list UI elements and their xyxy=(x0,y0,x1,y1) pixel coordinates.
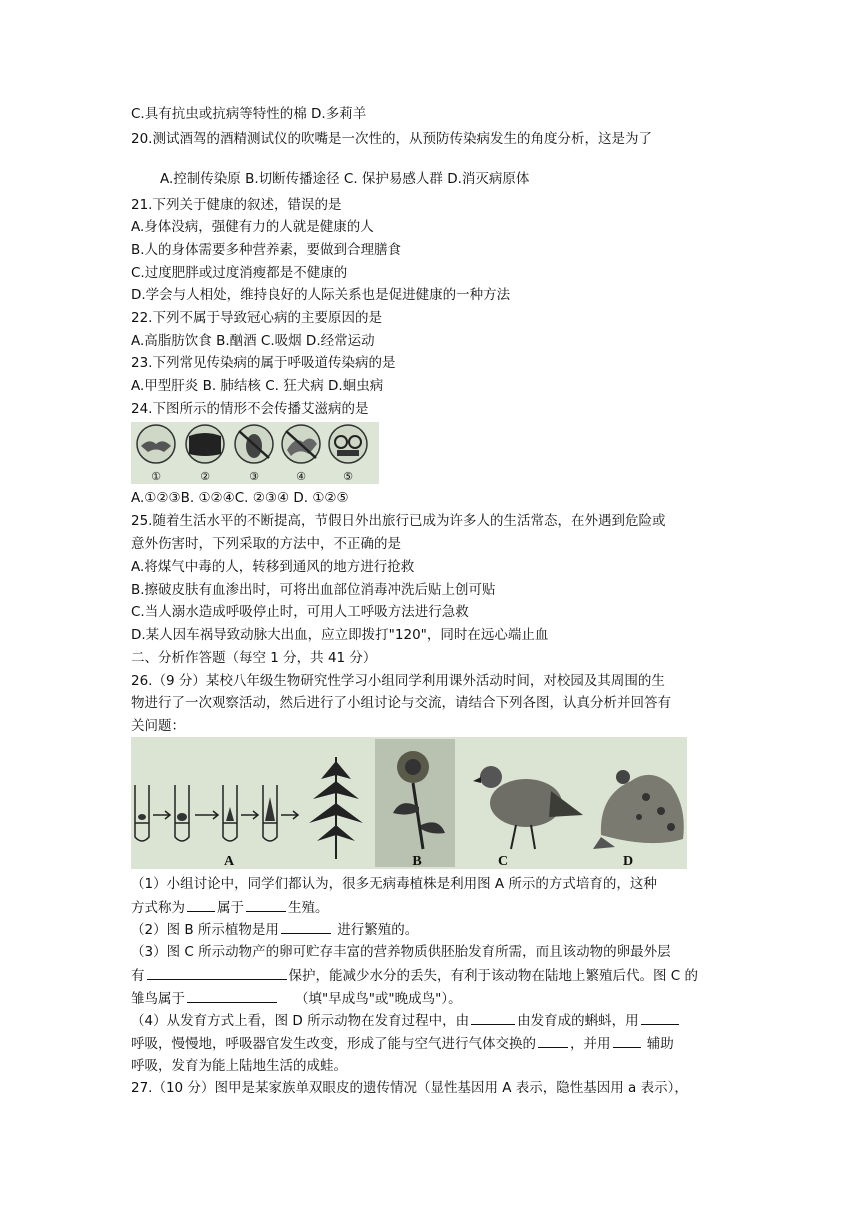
q26-part3-line1: （3）图 C 所示动物产的卵可贮存丰富的营养物质供胚胎发育所需，而且该动物的卵最外层 xyxy=(131,944,671,960)
answer-blank[interactable] xyxy=(641,1010,679,1025)
q23-options: A.甲型肝炎 B. 肺结核 C. 狂犬病 D.蛔虫病 xyxy=(131,378,384,394)
fig26-label-b: B xyxy=(412,854,422,869)
q22-options: A.高脂肪饮食 B.酗酒 C.吸烟 D.经常运动 xyxy=(131,333,375,349)
p2-text-1: （2）图 B 所示植物是用 xyxy=(131,922,279,938)
q26-part3-line3 xyxy=(131,988,462,1009)
fig24-label-1: ① xyxy=(151,470,161,483)
answer-blank[interactable] xyxy=(281,919,331,934)
q27-stem: 27.（10 分）图甲是某家族单双眼皮的遗传情况（显性基因用 A 表示，隐性基因用 a 表示）， xyxy=(131,1080,688,1096)
q21-option-b: B.人的身体需要多种营养素，要做到合理膳食 xyxy=(131,242,402,258)
q23-stem: 23.下列常见传染病的属于呼吸道传染病的是 xyxy=(131,355,396,371)
q24-figure xyxy=(131,422,379,484)
answer-blank[interactable] xyxy=(613,1033,641,1048)
fig24-label-4: ④ xyxy=(296,470,306,483)
q25-option-c: C.当人溺水造成呼吸停止时，可用人工呼吸方法进行急救 xyxy=(131,604,469,620)
q26-stem-3: 关问题： xyxy=(131,718,185,734)
q21-option-d: D.学会与人相处，维持良好的人际关系也是促进健康的一种方法 xyxy=(131,287,511,303)
q25-option-b: B.擦破皮肤有血渗出时，可将出血部位消毒冲洗后贴上创可贴 xyxy=(131,582,496,598)
q25-stem-2: 意外伤害时，下列采取的方法中，不正确的是 xyxy=(131,536,401,552)
q26-part2 xyxy=(131,919,418,940)
p2-text-2: 进行繁殖的。 xyxy=(332,922,419,938)
answer-blank[interactable] xyxy=(187,988,277,1003)
p4-text-2: 由发育成的蝌蚪，用 xyxy=(517,1013,639,1029)
q26-stem-2: 物进行了一次观察活动，然后进行了小组讨论与交流，请结合下列各图，认真分析并回答有 xyxy=(131,695,671,711)
p1-text-1: 方式称为 xyxy=(131,900,185,916)
q24-figure-drawing xyxy=(131,422,379,484)
q25-option-a: A.将煤气中毒的人，转移到通风的地方进行抢救 xyxy=(131,559,415,575)
q25-option-d: D.某人因车祸导致动脉大出血，应立即拨打"120"，同时在远心端止血 xyxy=(131,627,549,643)
p3-text-1: 有 xyxy=(131,968,145,984)
q26-part3-line2 xyxy=(131,965,698,986)
p4-text-3: 呼吸，慢慢地，呼吸器官发生改变，形成了能与空气进行气体交换的 xyxy=(131,1036,536,1052)
q26-part1-line2 xyxy=(131,897,329,918)
pillow-icon xyxy=(186,425,224,463)
hands-icon xyxy=(282,425,320,463)
handshake-icon xyxy=(137,425,175,463)
fig26-label-c: C xyxy=(497,854,509,869)
q26-stem-1: 26.（9 分）某校八年级生物研究性学习小组同学利用课外活动时间，对校园及其周围的生 xyxy=(131,673,665,689)
answer-blank[interactable] xyxy=(147,965,287,980)
fig26-label-a: A xyxy=(223,854,235,869)
fig24-label-3: ③ xyxy=(249,470,259,483)
q22-stem: 22.下列不属于导致冠心病的主要原因的是 xyxy=(131,310,382,326)
fig24-label-5: ⑤ xyxy=(343,470,353,483)
p4-text-1: （4）从发育方式上看，图 D 所示动物在发育过程中，由 xyxy=(131,1013,470,1029)
q20-options: A.控制传染原 B.切断传播途径 C. 保护易感人群 D.消灭病原体 xyxy=(160,171,530,187)
q24-options: A.①②③B. ①②④C. ②③④ D. ①②⑤ xyxy=(131,490,349,506)
p3-text-2: 保护，能减少水分的丢失，有利于该动物在陆地上繁殖后代。图 C 的 xyxy=(288,968,699,984)
answer-blank[interactable] xyxy=(246,897,286,912)
q26-figure-drawing xyxy=(131,737,687,869)
toilet-icon xyxy=(329,425,367,463)
q19-option-c: C.具有抗虫或抗病等特性的棉 D.多莉羊 xyxy=(131,106,367,122)
fig24-label-2: ② xyxy=(200,470,210,483)
p1-text-3: 生殖。 xyxy=(288,900,329,916)
q26-part4-line3: 呼吸，发育为能上陆地生活的成蛙。 xyxy=(131,1058,347,1074)
q21-stem: 21.下列关于健康的叙述，错误的是 xyxy=(131,197,342,213)
p4-text-5: 辅助 xyxy=(642,1036,674,1052)
q20-stem: 20.测试酒驾的酒精测试仪的吹嘴是一次性的，从预防传染病发生的角度分析，这是为了 xyxy=(131,131,652,147)
q25-stem-1: 25.随着生活水平的不断提高，节假日外出旅行已成为许多人的生活常态，在外遇到危险或 xyxy=(131,513,666,529)
p3-text-3: 雏鸟属于 xyxy=(131,991,185,1007)
answer-blank[interactable] xyxy=(538,1033,568,1048)
section-2-heading: 二、分析作答题（每空 1 分，共 41 分） xyxy=(131,650,377,666)
answer-blank[interactable] xyxy=(471,1010,515,1025)
q21-option-a: A.身体没病，强健有力的人就是健康的人 xyxy=(131,219,374,235)
answer-blank[interactable] xyxy=(187,897,215,912)
q21-option-c: C.过度肥胖或过度消瘦都是不健康的 xyxy=(131,265,348,281)
q26-part4-line1 xyxy=(131,1010,681,1031)
p3-text-4: （填"早成鸟"或"晚成鸟"）。 xyxy=(295,991,462,1007)
mosquito-icon xyxy=(235,425,273,463)
q24-stem: 24.下图所示的情形不会传播艾滋病的是 xyxy=(131,401,369,417)
fig26-label-d: D xyxy=(622,854,634,869)
p4-text-4: ，并用 xyxy=(570,1036,611,1052)
q26-part1-line1: （1）小组讨论中，同学们都认为，很多无病毒植株是利用图 A 所示的方式培育的，这种 xyxy=(131,876,657,892)
q26-figure xyxy=(131,737,687,869)
p1-text-2: 属于 xyxy=(217,900,244,916)
q26-part4-line2 xyxy=(131,1033,674,1054)
